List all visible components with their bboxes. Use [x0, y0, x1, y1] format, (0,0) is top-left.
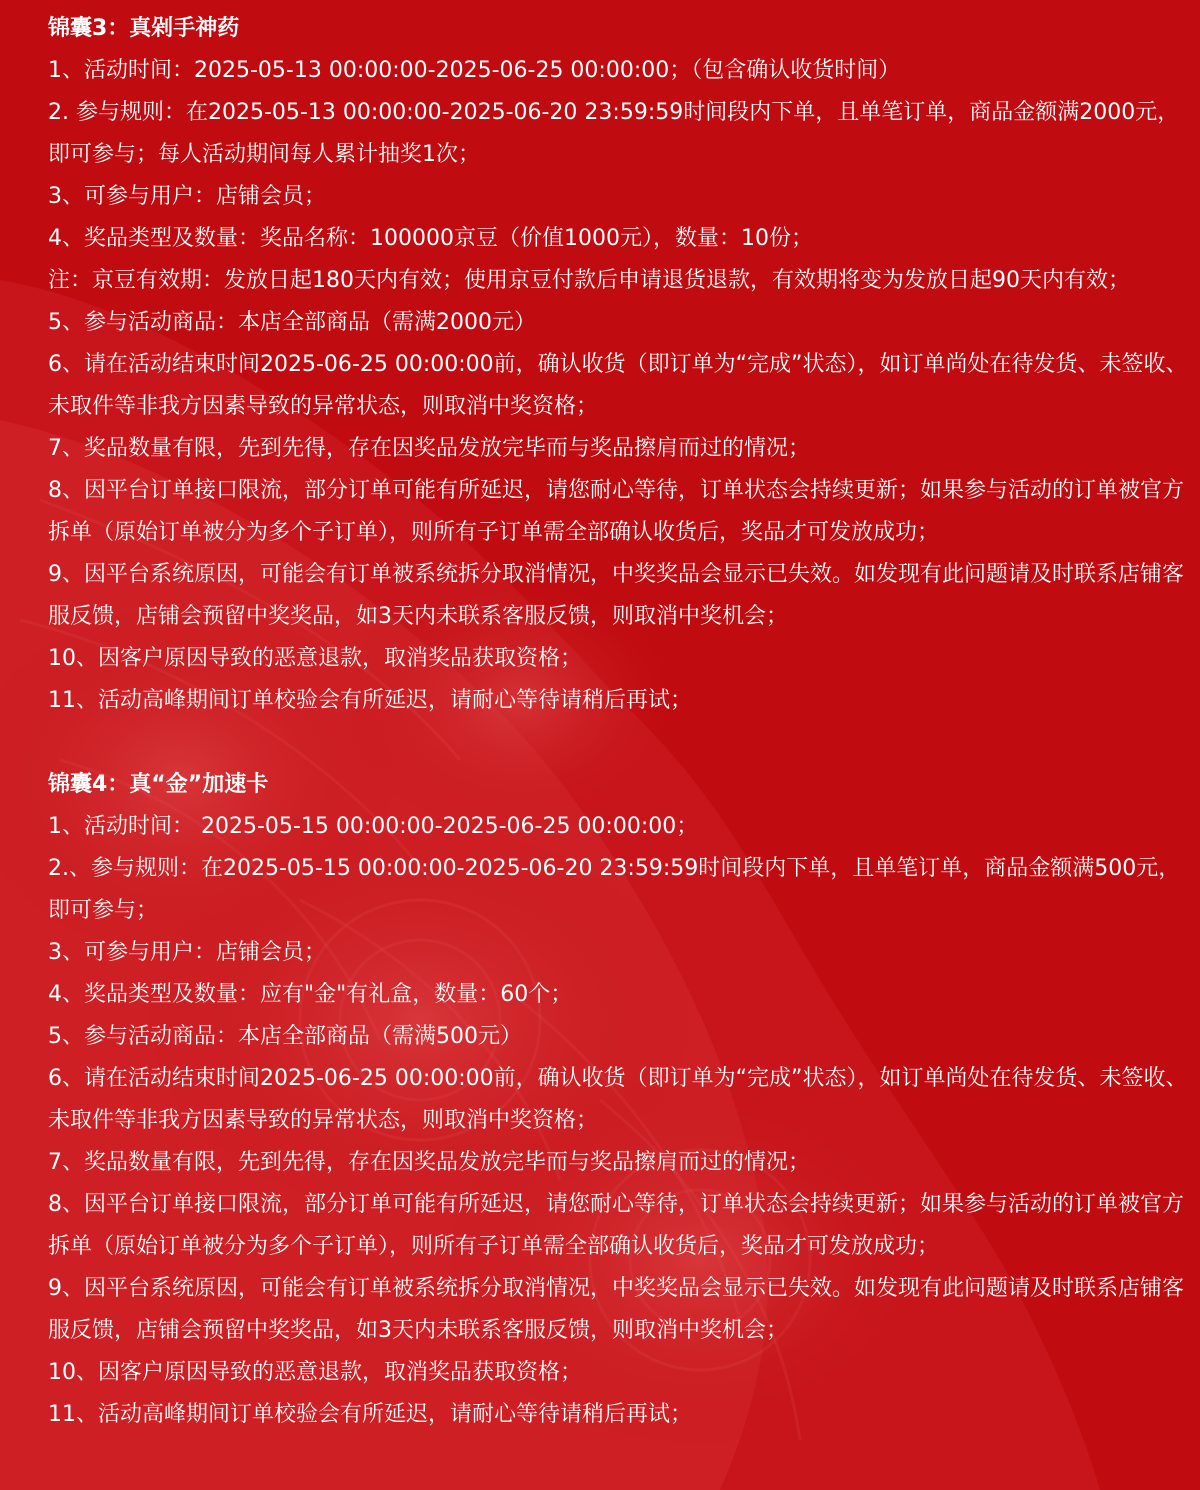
rule-note: 注：京豆有效期：发放日起180天内有效；使用京豆付款后申请退货退款，有效期将变为发放日起90天内有效；	[48, 268, 1130, 293]
section-title: 锦囊3：真剁手神药	[48, 16, 240, 41]
rule-line: 10、因客户原因导致的恶意退款，取消奖品获取资格；	[48, 1360, 582, 1385]
rule-line: 2. 参与规则：在2025-05-13 00:00:00-2025-06-20 23:59:59时间段内下单，且单笔订单，商品金额满2000元，即可参与；每人活动期间每人累计抽奖1次；	[48, 100, 1180, 167]
rule-line: 5、参与活动商品：本店全部商品（需满500元）	[48, 1024, 522, 1049]
rule-line: 4、奖品类型及数量：应有"金"有礼盒，数量：60个；	[48, 982, 573, 1007]
rules-document	[48, 0, 1188, 1436]
rule-line: 7、奖品数量有限，先到先得，存在因奖品发放完毕而与奖品擦肩而过的情况；	[48, 436, 810, 461]
rule-line: 8、因平台订单接口限流，部分订单可能有所延迟，请您耐心等待，订单状态会持续更新；如果参与活动的订单被官方拆单（原始订单被分为多个子订单），则所有子订单需全部确认收货后，奖品才可发放成功；	[48, 1192, 1185, 1259]
rule-line: 2.、参与规则：在2025-05-15 00:00:00-2025-06-20 23:59:59时间段内下单，且单笔订单，商品金额满500元，即可参与；	[48, 856, 1181, 923]
rule-line: 3、可参与用户：店铺会员；	[48, 184, 326, 209]
rule-line: 8、因平台订单接口限流，部分订单可能有所延迟，请您耐心等待，订单状态会持续更新；如果参与活动的订单被官方拆单（原始订单被分为多个子订单），则所有子订单需全部确认收货后，奖品才可发放成功；	[48, 478, 1185, 545]
rule-line: 6、请在活动结束时间2025-06-25 00:00:00前，确认收货（即订单为“完成”状态），如订单尚处在待发货、未签收、未取件等非我方因素导致的异常状态，则取消中奖资格；	[48, 352, 1188, 419]
rule-line: 7、奖品数量有限，先到先得，存在因奖品发放完毕而与奖品擦肩而过的情况；	[48, 1150, 810, 1175]
section-tip-3	[48, 8, 1188, 722]
rule-line: 5、参与活动商品：本店全部商品（需满2000元）	[48, 310, 536, 335]
rule-line: 4、奖品类型及数量：奖品名称：100000京豆（价值1000元），数量：10份；	[48, 226, 813, 251]
rule-line: 11、活动高峰期间订单校验会有所延迟，请耐心等待请稍后再试；	[48, 688, 692, 713]
section-tip-4	[48, 764, 1188, 1436]
rule-line: 10、因客户原因导致的恶意退款，取消奖品获取资格；	[48, 646, 582, 671]
rule-line: 11、活动高峰期间订单校验会有所延迟，请耐心等待请稍后再试；	[48, 1402, 692, 1427]
rule-line: 1、活动时间： 2025-05-15 00:00:00-2025-06-25 00:00:00；	[48, 814, 699, 839]
rule-line: 9、因平台系统原因，可能会有订单被系统拆分取消情况，中奖奖品会显示已失效。如发现有此问题请及时联系店铺客服反馈，店铺会预留中奖奖品，如3天内未联系客服反馈，则取消中奖机会；	[48, 1276, 1185, 1343]
rule-line: 6、请在活动结束时间2025-06-25 00:00:00前，确认收货（即订单为“完成”状态），如订单尚处在待发货、未签收、未取件等非我方因素导致的异常状态，则取消中奖资格；	[48, 1066, 1188, 1133]
rule-line: 3、可参与用户：店铺会员；	[48, 940, 326, 965]
rule-line: 9、因平台系统原因，可能会有订单被系统拆分取消情况，中奖奖品会显示已失效。如发现有此问题请及时联系店铺客服反馈，店铺会预留中奖奖品，如3天内未联系客服反馈，则取消中奖机会；	[48, 562, 1185, 629]
section-title: 锦囊4：真“金”加速卡	[48, 772, 269, 797]
rule-line: 1、活动时间：2025-05-13 00:00:00-2025-06-25 00:00:00；（包含确认收货时间）	[48, 58, 901, 83]
